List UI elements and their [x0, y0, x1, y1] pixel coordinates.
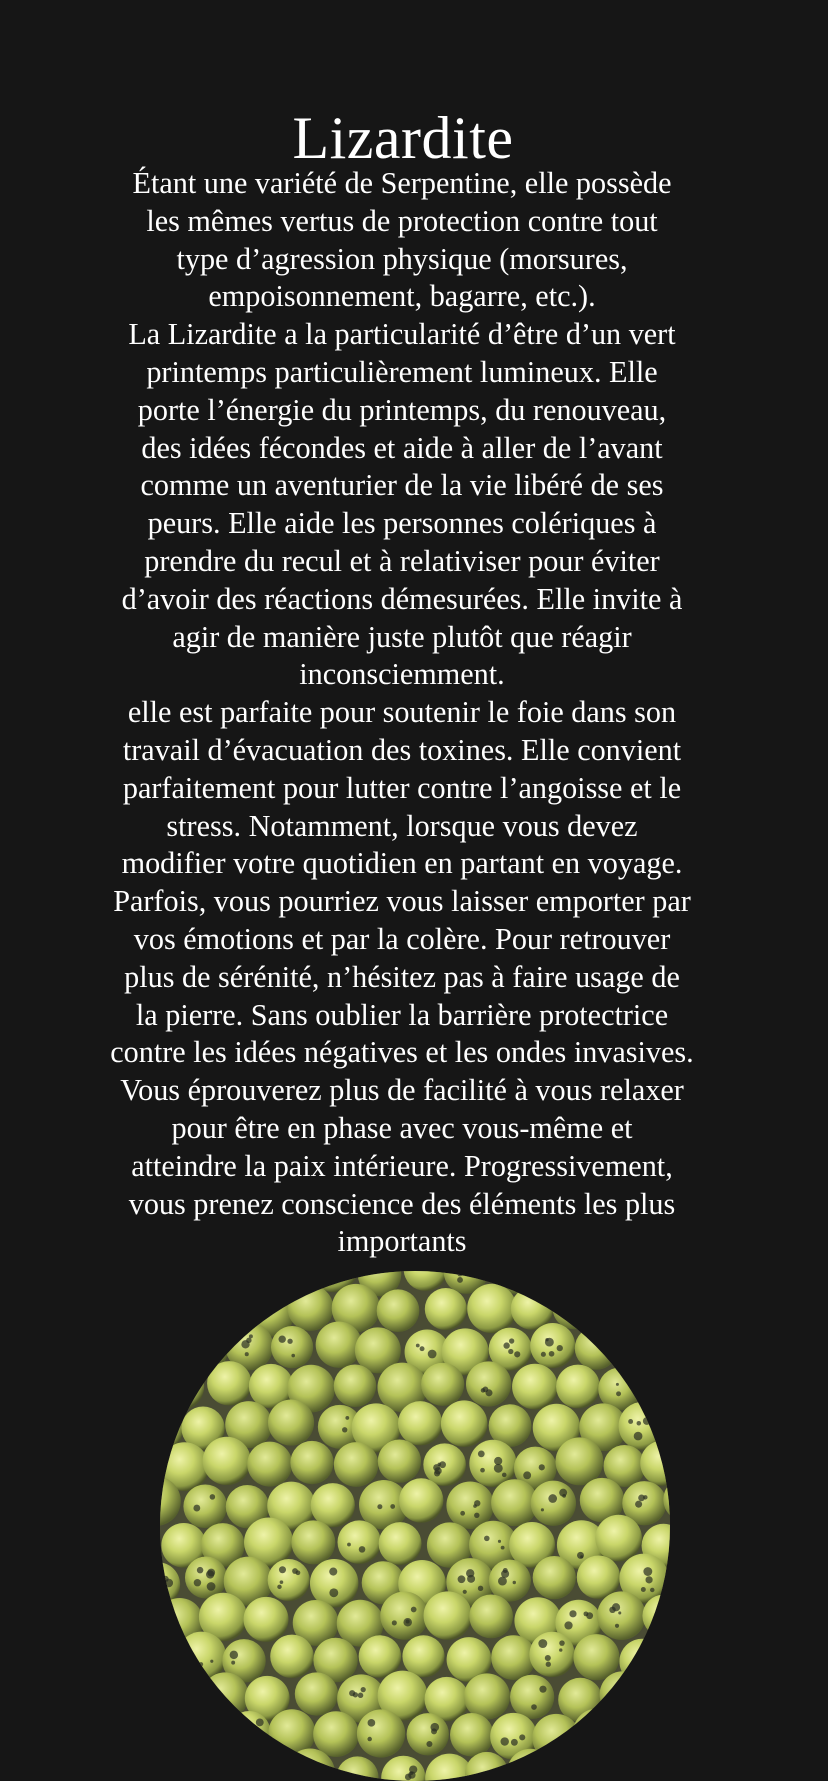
- bead: [379, 1522, 422, 1565]
- body-line: elle est parfaite pour soutenir le foie dans son: [127, 695, 677, 730]
- bead-spot: [246, 1338, 251, 1343]
- bead: [667, 1558, 670, 1604]
- bead-spot: [500, 1737, 508, 1745]
- bead: [595, 1515, 642, 1562]
- bead-spot: [541, 1508, 544, 1511]
- bead: [512, 1364, 558, 1410]
- bead: [160, 1634, 183, 1676]
- bead-spot: [246, 1736, 252, 1742]
- body-line: empoisonnement, bagarre, etc.).: [208, 279, 596, 314]
- body-line: la pierre. Sans oublier la barrière protectrice: [135, 997, 669, 1032]
- bead-spot: [230, 1651, 238, 1659]
- bead: [529, 1632, 574, 1677]
- bead-spot: [390, 1504, 395, 1509]
- bead: [290, 1441, 333, 1484]
- bead-spot: [434, 1467, 441, 1474]
- bead-spot: [545, 1655, 551, 1661]
- bead-spot: [633, 1730, 641, 1738]
- bead: [425, 1288, 467, 1330]
- bead: [450, 1713, 494, 1757]
- bead-spot: [584, 1611, 589, 1616]
- bead-spot: [188, 1664, 196, 1672]
- bead: [160, 1328, 185, 1374]
- bead: [531, 1481, 576, 1526]
- bead-spot: [548, 1494, 557, 1503]
- bead: [203, 1437, 251, 1485]
- bead: [577, 1555, 620, 1598]
- bead-spot: [248, 1723, 252, 1727]
- bead-spot: [503, 1568, 508, 1573]
- body-line: contre les idées négatives et les ondes invasives.: [110, 1035, 694, 1070]
- bead: [469, 1595, 513, 1639]
- bead-spot: [353, 1692, 358, 1697]
- bead: [441, 1400, 488, 1447]
- bead: [334, 1442, 379, 1487]
- bead-spot: [650, 1588, 654, 1592]
- bead-spot: [586, 1767, 591, 1772]
- bead: [271, 1326, 313, 1368]
- body-line: porte l’énergie du printemps, du renouveau,: [137, 392, 667, 427]
- bead-spot: [501, 1546, 505, 1550]
- bead-spot: [549, 1351, 555, 1357]
- bead-spot: [650, 1417, 654, 1421]
- body-line: agir de manière juste plutôt que réagir: [172, 619, 632, 654]
- bead: [467, 1284, 516, 1333]
- story-body: [60, 165, 744, 1261]
- bead-spot: [484, 1536, 490, 1542]
- body-line: atteindre la paix intérieure. Progressivement,: [131, 1148, 673, 1183]
- green-beads-icon: [160, 1271, 670, 1781]
- bead-spot: [358, 1693, 364, 1699]
- bead: [625, 1716, 668, 1759]
- bead: [643, 1673, 670, 1716]
- bead-spot: [457, 1271, 462, 1276]
- bead: [398, 1401, 442, 1445]
- bead-spot: [347, 1543, 351, 1547]
- bead-spot: [368, 1719, 376, 1727]
- bead-spot: [586, 1769, 593, 1776]
- bead: [295, 1672, 338, 1715]
- bead-spot: [408, 1771, 415, 1778]
- bead: [270, 1635, 314, 1679]
- bead-spot: [411, 1607, 417, 1613]
- bead-spot: [207, 1569, 215, 1577]
- bead-spot: [279, 1336, 286, 1343]
- bead-spot: [538, 1639, 547, 1648]
- bead: [291, 1520, 335, 1564]
- story-title: Lizardite: [292, 105, 514, 171]
- bead-spot: [643, 1567, 652, 1576]
- bead-spot: [188, 1660, 195, 1667]
- bead-spot: [367, 1737, 372, 1742]
- bead-spot: [557, 1345, 563, 1351]
- bead-spot: [523, 1471, 531, 1479]
- bead-spot: [460, 1511, 465, 1516]
- bead: [399, 1478, 443, 1522]
- bead: [491, 1635, 536, 1680]
- bead-spot: [164, 1341, 168, 1345]
- body-line: vous prenez conscience des éléments les plus: [128, 1186, 676, 1221]
- bead: [359, 1635, 402, 1678]
- bead-spot: [541, 1352, 546, 1357]
- bead-spot: [245, 1352, 249, 1356]
- bead-spot: [498, 1540, 501, 1543]
- lizardite-beads-photo: [160, 1271, 670, 1781]
- bead-spot: [539, 1464, 545, 1470]
- bead-spot: [635, 1501, 642, 1508]
- bead-spot: [478, 1586, 483, 1591]
- bead-spot: [531, 1704, 537, 1710]
- bead-spot: [278, 1772, 284, 1778]
- body-line: inconsciemment.: [299, 657, 505, 692]
- bead: [464, 1673, 510, 1719]
- bead: [556, 1365, 600, 1409]
- bead: [377, 1289, 420, 1332]
- body-line: travail d’évacuation des toxines. Elle convient: [122, 732, 682, 767]
- bead-spot: [265, 1770, 272, 1777]
- bead-spot: [498, 1577, 507, 1586]
- bead: [180, 1271, 229, 1292]
- bead: [639, 1364, 670, 1410]
- bead: [598, 1286, 644, 1332]
- bead: [268, 1559, 310, 1601]
- bead: [244, 1597, 289, 1642]
- bead-spot: [161, 1345, 164, 1348]
- bead: [619, 1325, 666, 1372]
- bead-spot: [194, 1579, 201, 1586]
- bead: [600, 1671, 646, 1717]
- bead: [558, 1678, 602, 1722]
- bead-spot: [466, 1569, 474, 1577]
- bead-spot: [197, 1567, 203, 1573]
- bead-spot: [574, 1760, 581, 1767]
- body-line: prendre du recul et à relativiser pour éviter: [144, 543, 660, 578]
- bead-spot: [210, 1660, 213, 1663]
- bead-spot: [359, 1546, 366, 1553]
- bead: [183, 1484, 227, 1528]
- bead: [228, 1711, 271, 1754]
- bead-spot: [537, 1772, 545, 1780]
- bead: [249, 1750, 296, 1781]
- bead-spot: [618, 1611, 621, 1614]
- bead-spot: [406, 1619, 410, 1623]
- bead-spot: [164, 1390, 173, 1399]
- bead-spot: [638, 1494, 645, 1501]
- bead: [223, 1271, 270, 1297]
- body-line: peurs. Elle aide les personnes colériques à: [147, 506, 657, 541]
- body-line: plus de sérénité, n’hésitez pas à faire usage de: [124, 959, 680, 994]
- bead-spot: [329, 1567, 337, 1575]
- body-line: Vous éprouverez plus de facilité à vous relaxer: [120, 1073, 684, 1108]
- bead-spot: [473, 1504, 477, 1508]
- bead-spot: [361, 1687, 366, 1692]
- bead: [533, 1556, 576, 1599]
- bead-spot: [210, 1494, 216, 1500]
- bead: [287, 1285, 333, 1331]
- bead-spot: [199, 1662, 203, 1666]
- bead-spot: [612, 1603, 620, 1611]
- bead: [338, 1520, 381, 1563]
- bead: [357, 1709, 405, 1757]
- body-line: parfaitement pour lutter contre l’angoisse et le: [122, 770, 682, 805]
- bead: [421, 1363, 464, 1406]
- body-line: comme un aventurier de la vie libéré de ses: [140, 468, 664, 503]
- bead: [268, 1400, 314, 1446]
- bead-spot: [634, 1432, 643, 1441]
- bead: [510, 1675, 554, 1719]
- bead-spot: [426, 1741, 432, 1747]
- bead-spot: [160, 1591, 161, 1594]
- bead: [316, 1322, 362, 1368]
- bead-spot: [637, 1421, 641, 1425]
- bead-spot: [329, 1588, 338, 1597]
- bead-spot: [545, 1338, 554, 1347]
- bead: [575, 1327, 618, 1370]
- bead: [597, 1591, 646, 1640]
- bead-spot: [559, 1640, 565, 1646]
- bead: [163, 1674, 206, 1717]
- bead: [532, 1714, 580, 1762]
- bead-spot: [539, 1686, 546, 1693]
- bead-spot: [642, 1741, 650, 1749]
- bead-spot: [570, 1773, 579, 1781]
- bead-spot: [511, 1739, 518, 1746]
- bead-spot: [428, 1350, 437, 1359]
- bead-spot: [513, 1581, 516, 1584]
- bead-spot: [345, 1416, 349, 1420]
- bead-spot: [502, 1473, 507, 1478]
- bead: [207, 1361, 251, 1405]
- body-line: d’avoir des réactions démesurées. Elle invite à: [121, 581, 683, 616]
- bead: [380, 1592, 428, 1640]
- body-line: modifier votre quotidien en partant en voyage.: [121, 846, 683, 881]
- bead-spot: [474, 1513, 479, 1518]
- bead-spot: [185, 1389, 191, 1395]
- body-line: La Lizardite a la particularité d’être d’un vert: [128, 317, 676, 352]
- bead-spot: [416, 1344, 420, 1348]
- bead-spot: [503, 1342, 509, 1348]
- bead-spot: [546, 1662, 551, 1667]
- bead: [268, 1271, 311, 1294]
- bead: [180, 1712, 229, 1761]
- bead: [646, 1751, 670, 1781]
- bead-spot: [478, 1450, 485, 1457]
- bead: [552, 1285, 596, 1329]
- bead-spot: [162, 1647, 165, 1650]
- body-line: printemps particulièrement lumineux. Elle: [146, 354, 658, 389]
- bead: [511, 1287, 554, 1330]
- body-line: Étant une variété de Serpentine, elle possède: [132, 166, 672, 200]
- bead-spot: [577, 1552, 584, 1559]
- bead-spot: [508, 1349, 513, 1354]
- bead-spot: [641, 1587, 646, 1592]
- bead-spot: [519, 1734, 525, 1740]
- bead: [667, 1406, 670, 1454]
- bead: [641, 1282, 670, 1331]
- bead: [313, 1711, 359, 1757]
- bead-spot: [628, 1419, 633, 1424]
- bead: [207, 1286, 249, 1328]
- bead: [185, 1557, 227, 1599]
- bead-spot: [494, 1464, 503, 1473]
- bead: [160, 1717, 181, 1759]
- bead-spot: [377, 1504, 382, 1509]
- bead: [668, 1271, 670, 1290]
- bead-spot: [458, 1575, 466, 1583]
- body-line: importants: [337, 1224, 467, 1259]
- bead: [247, 1442, 292, 1487]
- bead: [530, 1271, 575, 1290]
- body-line: Parfois, vous pourriez vous laisser emporter par: [113, 884, 691, 919]
- bead: [402, 1635, 444, 1677]
- bead: [664, 1635, 670, 1679]
- bead-spot: [207, 1582, 216, 1591]
- body-line: stress. Notamment, lorsque vous devez: [166, 808, 638, 843]
- bead: [334, 1365, 376, 1407]
- bead-spot: [564, 1621, 572, 1629]
- bead-spot: [231, 1661, 235, 1665]
- bead-spot: [296, 1570, 301, 1575]
- bead: [160, 1751, 203, 1781]
- body-line: pour être en phase avec vous-même et: [171, 1110, 633, 1145]
- bead: [619, 1402, 667, 1450]
- bead-spot: [509, 1338, 514, 1343]
- bead: [466, 1361, 511, 1406]
- bead-spot: [643, 1417, 651, 1425]
- bead: [573, 1634, 619, 1680]
- bead-spot: [193, 1505, 200, 1512]
- bead-spot: [280, 1580, 284, 1584]
- bead: [207, 1748, 252, 1781]
- bead-spot: [279, 1566, 286, 1573]
- bead-spot: [171, 1352, 175, 1356]
- bead: [160, 1288, 207, 1335]
- bead: [424, 1591, 472, 1639]
- bead: [530, 1323, 575, 1368]
- bead-spot: [277, 1585, 281, 1589]
- bead: [311, 1483, 355, 1527]
- bead: [602, 1756, 645, 1781]
- bead-spot: [291, 1354, 295, 1358]
- bead-spot: [562, 1494, 566, 1498]
- bead-spot: [273, 1762, 277, 1766]
- bead-spot: [559, 1648, 562, 1651]
- body-line: type d’agression physique (morsures,: [176, 241, 628, 276]
- bead: [378, 1440, 421, 1483]
- bead-spot: [164, 1579, 173, 1588]
- body-line: des idées fécondes et aide à aller de l’avant: [141, 430, 663, 465]
- bead: [581, 1271, 627, 1292]
- bead: [555, 1437, 603, 1485]
- bead-spot: [420, 1346, 425, 1351]
- bead: [573, 1709, 622, 1758]
- bead-spot: [256, 1718, 264, 1726]
- bead: [202, 1672, 249, 1719]
- bead-spot: [430, 1723, 439, 1732]
- bead-spot: [616, 1391, 621, 1396]
- body-line: les mêmes vertus de protection contre tout: [146, 203, 658, 238]
- bead-spot: [247, 1728, 250, 1731]
- bead-spot: [463, 1590, 467, 1594]
- bead: [668, 1327, 670, 1370]
- bead-spot: [616, 1383, 619, 1386]
- bead-spot: [569, 1610, 576, 1617]
- bead: [619, 1639, 664, 1684]
- bead-spot: [392, 1620, 397, 1625]
- bead-spot: [514, 1351, 520, 1357]
- bead-spot: [287, 1339, 292, 1344]
- bead: [407, 1713, 449, 1755]
- bead-spot: [615, 1624, 619, 1628]
- bead: [160, 1271, 181, 1293]
- bead-spot: [645, 1576, 652, 1583]
- body-line: vos émotions et par la colère. Pour retrouver: [133, 921, 671, 956]
- bead-spot: [342, 1427, 347, 1432]
- bead-spot: [457, 1277, 463, 1283]
- bead-spot: [481, 1388, 486, 1393]
- bead: [664, 1714, 670, 1759]
- bead: [558, 1750, 606, 1781]
- bead: [624, 1271, 670, 1293]
